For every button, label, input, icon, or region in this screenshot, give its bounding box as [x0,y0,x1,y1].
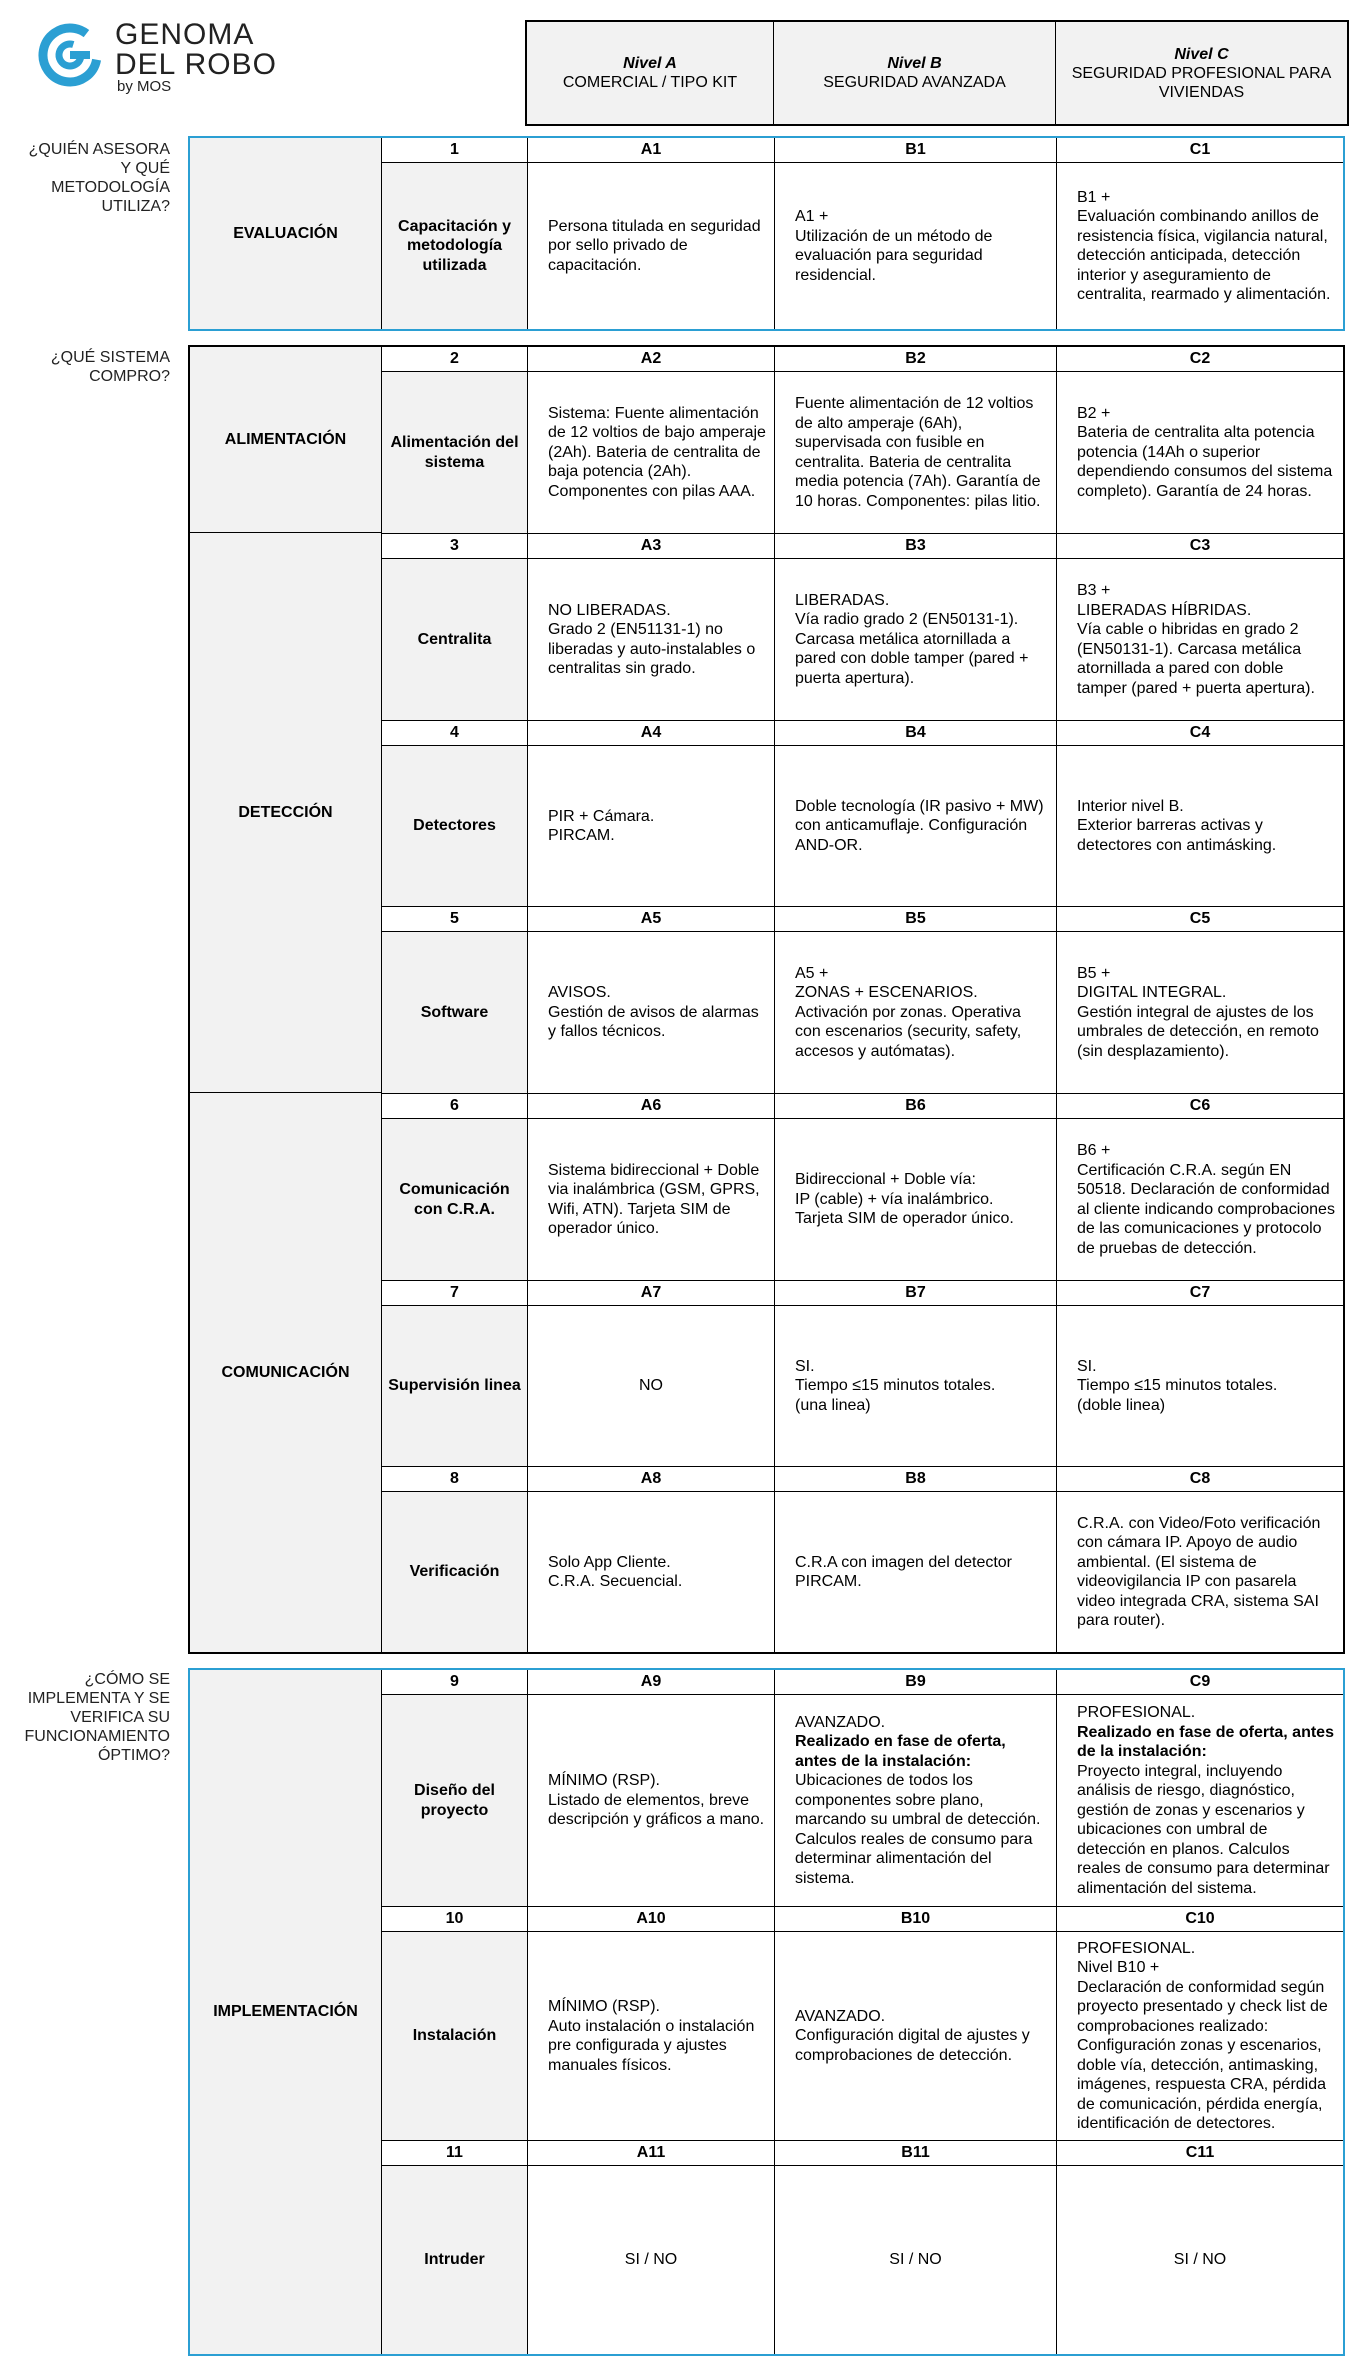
row-code-header [382,1281,1343,1306]
code-b: B6 [775,1094,1057,1118]
row-code-header [382,347,1343,372]
table-row [382,720,1343,906]
row-number: 11 [382,2141,528,2165]
cell-b: LIBERADAS. Vía radio grado 2 (EN50131-1). Carcasa metálica atornillada a pared con doble tamper (pared + puerta apertura). [775,559,1057,720]
code-a: A6 [528,1094,775,1118]
code-b: B10 [775,1907,1057,1931]
row-number: 2 [382,347,528,371]
section-implementacion [188,1668,1345,2356]
category-comunicacion: COMUNICACIÓN [190,1093,382,1652]
cell-b-head: AVANZADO. [795,1713,886,1731]
table-row [382,138,1343,329]
row-code-header [382,907,1343,932]
row-code-header [382,1907,1343,1932]
row-code-header [382,534,1343,559]
code-b: B5 [775,907,1057,931]
cell-b: Bidireccional + Doble vía: IP (cable) + vía inalámbrico. Tarjeta SIM de operador único. [775,1119,1057,1280]
code-b: B8 [775,1467,1057,1491]
code-b: B11 [775,2141,1057,2165]
category-evaluacion: EVALUACIÓN [190,138,382,329]
row-content [382,1932,1343,2140]
table-row [382,347,1343,533]
cell-a: NO LIBERADAS. Grado 2 (EN51131-1) no liberadas y auto-instalables o centralitas sin grado. [528,559,775,720]
row-label: Supervisión linea [382,1306,528,1466]
cell-b-bold: Realizado en fase de oferta, antes de la instalación: [795,1733,1006,1770]
cell-a: Sistema bidireccional + Doble via inalámbrica (GSM, GPRS, Wifi, ATN). Tarjeta SIM de operador único. [528,1119,775,1280]
row-number: 7 [382,1281,528,1305]
cell-c: Interior nivel B. Exterior barreras activas y detectores con antimásking. [1077,797,1277,854]
table-row [382,1466,1343,1652]
cell-b: SI / NO [775,2166,1057,2354]
cell-a: PIR + Cámara. PIRCAM. [528,746,775,906]
row-label: Detectores [382,746,528,906]
row-content [382,746,1343,906]
row-number: 5 [382,907,528,931]
row-content [382,372,1343,533]
table-row [382,2140,1343,2354]
row-label: Capacitación y metodología utilizada [382,163,528,329]
code-a: A3 [528,534,775,558]
code-c: C6 [1189,1097,1211,1114]
table-row [382,1906,1343,2140]
cell-c: SI. Tiempo ≤15 minutos totales. (doble linea) [1077,1357,1278,1414]
question-how: ¿CÓMO SE IMPLEMENTA Y SE VERIFICA SU FUNCIONAMIENTO ÓPTIMO? [24,1671,170,1764]
code-a: A8 [528,1467,775,1491]
code-a: A1 [528,138,775,162]
row-content [382,1492,1343,1652]
row-content [382,559,1343,720]
cell-c: SI / NO [1173,2251,1227,2269]
row-code-header [382,138,1343,163]
category-alimentacion: ALIMENTACIÓN [190,347,382,533]
cell-b: AVANZADO. Configuración digital de ajustes y comprobaciones de detección. [775,1932,1057,2140]
cell-c: PROFESIONAL. Nivel B10 + Declaración de conformidad según proyecto presentado y check list de comprobaciones realizado: Configuración zonas y escenarios, doble vía, detección, antimasking, imágenes, respuesta CRA, pérdida de comunicación, pérdida energía, identificación de detectores. [1077,1939,1328,2132]
row-content [382,932,1343,1093]
row-code-header [382,1094,1343,1119]
table-row [382,1670,1343,1906]
row-content [382,1306,1343,1466]
cell-b [775,1695,1057,1906]
table-row [382,906,1343,1093]
cell-b: C.R.A con imagen del detector PIRCAM. [775,1492,1057,1652]
cell-c-text: Proyecto integral, incluyendo análisis de riesgo, diagnóstico, gestión de zonas y escenarios y ubicaciones con umbral de detección en planos. Calculos reales de consumo para determinar alimentación del sistema. [1077,1762,1330,1897]
cell-b: Fuente alimentación de 12 voltios de alto amperaje (6Ah), supervisada con fusible en centralita. Bateria de centralita media potencia (7Ah). Garantía de 10 horas. Componentes: pilas litio. [775,372,1057,533]
code-c: C8 [1189,1470,1211,1487]
cell-b: A1 + Utilización de un método de evaluación para seguridad residencial. [775,163,1057,329]
cell-a: Persona titulada en seguridad por sello privado de capacitación. [528,163,775,329]
level-header [525,20,1349,126]
row-content [382,1119,1343,1280]
code-a: A9 [528,1670,775,1694]
row-number: 1 [382,138,528,162]
table-row [382,533,1343,720]
code-a: A7 [528,1281,775,1305]
cell-a: Sistema: Fuente alimentación de 12 voltios de bajo amperaje (2Ah). Bateria de centralita de baja potencia (2Ah). Componentes con pilas AAA. [528,372,775,533]
row-label: Comunicación con C.R.A. [382,1119,528,1280]
category-implementacion: IMPLEMENTACIÓN [190,1670,382,2354]
cell-c: B2 + Bateria de centralita alta potencia potencia (14Ah o superior dependiendo consumos del sistema completo). Garantía de 24 horas. [1077,404,1333,500]
row-number: 10 [382,1907,528,1931]
cell-a: AVISOS. Gestión de avisos de alarmas y fallos técnicos. [528,932,775,1093]
section-evaluacion [188,136,1345,331]
cell-c: B6 + Certificación C.R.A. según EN 50518. Declaración de conformidad al cliente indicando comprobaciones de las comunicaciones y protocolo de pruebas de detección. [1077,1142,1335,1257]
code-b: B1 [775,138,1057,162]
row-content [382,2166,1343,2354]
code-c: C5 [1189,910,1211,927]
cell-b-text: Ubicaciones de todos los componentes sobre plano, marcando su umbral de detección. Calculos reales de consumo para determinar alimentación del sistema. [795,1772,1041,1887]
row-label: Instalación [382,1932,528,2140]
cell-c: B3 + LIBERADAS HÍBRIDAS. Vía cable o hibridas en grado 2 (EN50131-1). Carcasa metálica atornillada a pared con doble tamper (pared + puerta apertura). [1077,582,1315,697]
logo-text: GENOMA DEL ROBO [115,18,277,81]
code-c: C10 [1185,1910,1215,1927]
question-what: ¿QUÉ SISTEMA COMPRO? [50,349,170,385]
row-label: Diseño del proyecto [382,1695,528,1906]
cell-c-bold: Realizado en fase de oferta, antes de la instalación: [1077,1723,1334,1760]
row-number: 3 [382,534,528,558]
code-b: B4 [775,721,1057,745]
level-b-header: Nivel B SEGURIDAD AVANZADA [774,22,1056,124]
cell-b: A5 + ZONAS + ESCENARIOS. Activación por zonas. Operativa con escenarios (security, safety, accesos y autómatas). [775,932,1057,1093]
code-a: A2 [528,347,775,371]
code-c: C9 [1189,1673,1211,1690]
code-b: B7 [775,1281,1057,1305]
row-number: 8 [382,1467,528,1491]
cell-c [1057,1695,1343,1906]
cell-b: SI. Tiempo ≤15 minutos totales. (una linea) [775,1306,1057,1466]
cell-a: NO [528,1306,775,1466]
row-code-header [382,1467,1343,1492]
row-code-header [382,1670,1343,1695]
row-code-header [382,2141,1343,2166]
cell-a: MÍNIMO (RSP). Auto instalación o instalación pre configurada y ajustes manuales físicos. [528,1932,775,2140]
row-label: Intruder [382,2166,528,2354]
cell-a: Solo App Cliente. C.R.A. Secuencial. [528,1492,775,1652]
cell-c: C.R.A. con Video/Foto verificación con cámara IP. Apoyo de audio ambiental. (El sistema de videovigilancia IP con pasarela video integrada CRA, sistema SAI para router). [1077,1514,1321,1629]
row-label: Alimentación del sistema [382,372,528,533]
logo-icon [38,20,108,90]
cell-c: B1 + Evaluación combinando anillos de resistencia física, vigilancia natural, detección anticipada, detección interior y aseguramiento de centralita, rearmado y alimentación. [1077,188,1331,303]
row-label: Verificación [382,1492,528,1652]
cell-c: B5 + DIGITAL INTEGRAL. Gestión integral de ajustes de los umbrales de detección, en remoto (sin desplazamiento). [1077,964,1319,1060]
table-row [382,1093,1343,1280]
row-number: 9 [382,1670,528,1694]
row-content [382,163,1343,329]
table-row [382,1280,1343,1466]
cell-a: SI / NO [528,2166,775,2354]
code-c: C4 [1189,724,1211,741]
row-code-header [382,721,1343,746]
row-label: Software [382,932,528,1093]
code-b: B2 [775,347,1057,371]
code-a: A4 [528,721,775,745]
level-c-header: Nivel C SEGURIDAD PROFESIONAL PARA VIVIENDAS [1071,45,1332,101]
row-label: Centralita [382,559,528,720]
level-a-header: Nivel A COMERCIAL / TIPO KIT [527,22,774,124]
code-c: C1 [1189,141,1211,158]
code-c: C3 [1189,537,1211,554]
code-a: A5 [528,907,775,931]
code-b: B3 [775,534,1057,558]
row-number: 4 [382,721,528,745]
cell-c-head: PROFESIONAL. [1077,1704,1196,1721]
cell-a: MÍNIMO (RSP). Listado de elementos, breve descripción y gráficos a mano. [528,1695,775,1906]
code-b: B9 [775,1670,1057,1694]
row-content [382,1695,1343,1906]
cell-b: Doble tecnología (IR pasivo + MW) con anticamuflaje. Configuración AND-OR. [775,746,1057,906]
row-number: 6 [382,1094,528,1118]
code-c: C7 [1189,1284,1211,1301]
logo-by: by MOS [117,78,172,95]
code-c: C11 [1185,2144,1215,2161]
section-sistema [188,345,1345,1654]
code-a: A10 [528,1907,775,1931]
question-who: ¿QUIÉN ASESORA Y QUÉ METODOLOGÍA UTILIZA? [28,141,170,215]
code-a: A11 [528,2141,775,2165]
category-deteccion: DETECCIÓN [190,533,382,1093]
code-c: C2 [1189,350,1211,367]
